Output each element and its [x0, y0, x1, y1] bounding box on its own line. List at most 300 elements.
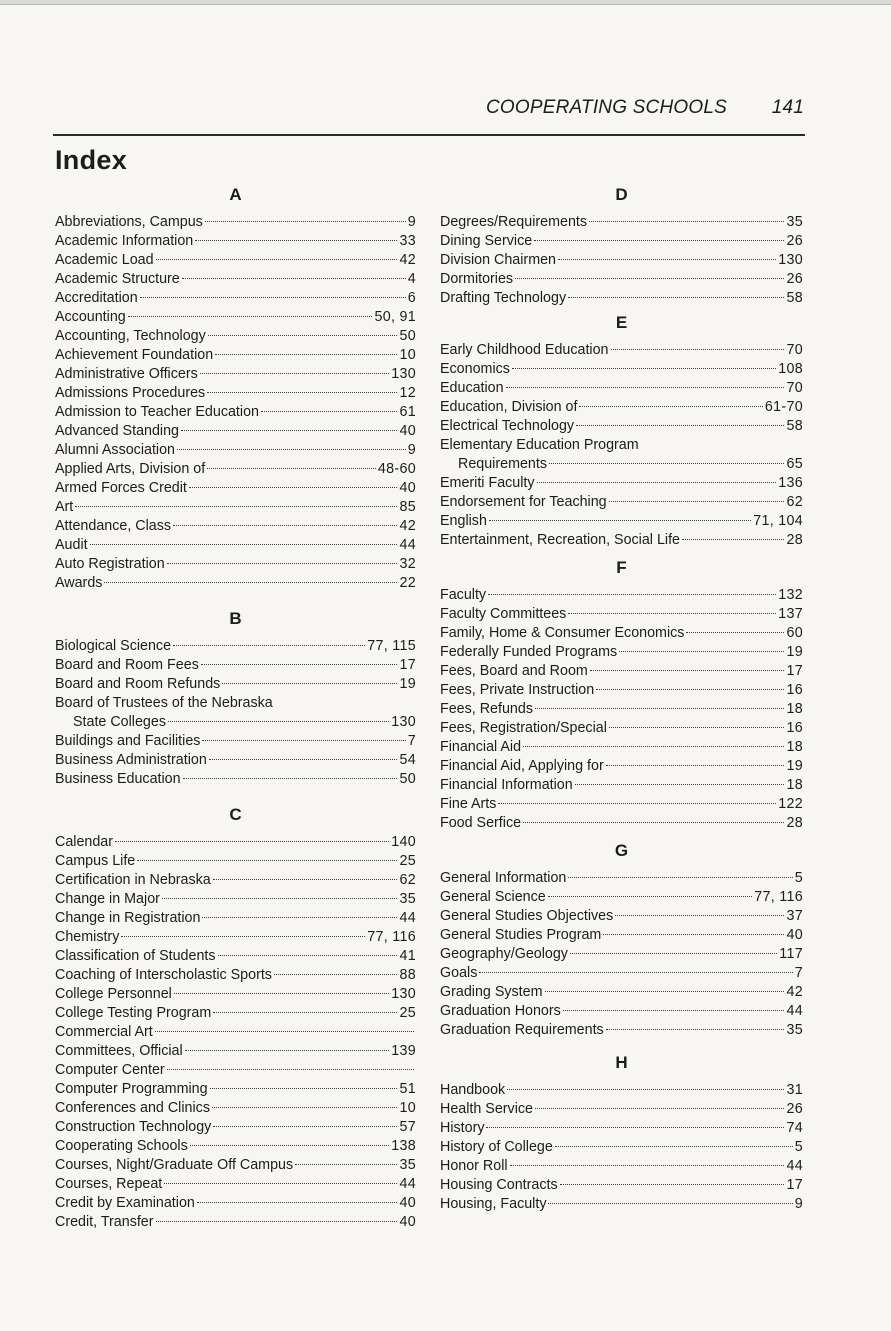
index-entry-label: Dining Service — [440, 233, 533, 249]
dot-leader — [104, 582, 397, 583]
index-entry-label: General Science — [440, 889, 546, 905]
index-entry — [440, 232, 803, 251]
index-entry-page: 22 — [399, 575, 416, 591]
dot-leader — [274, 974, 398, 975]
dot-leader — [576, 425, 784, 426]
dot-leader — [510, 1165, 785, 1166]
index-entry-label: Attendance, Class — [55, 518, 172, 534]
index-entry-page: 61-70 — [764, 399, 803, 415]
dot-leader — [523, 822, 784, 823]
index-entry-page: 42 — [399, 518, 416, 534]
index-entry-label: Housing, Faculty — [440, 1196, 547, 1212]
index-entry-label: Courses, Repeat — [55, 1176, 163, 1192]
index-entry — [55, 751, 416, 770]
index-entry-label: Administrative Officers — [55, 366, 198, 382]
index-entry-label: Graduation Requirements — [440, 1022, 604, 1038]
dot-leader — [182, 278, 406, 279]
index-entry-label: English — [440, 513, 487, 529]
index-entry — [55, 890, 416, 909]
index-entry-label: Conferences and Clinics — [55, 1100, 210, 1116]
index-entry-label: Degrees/Requirements — [440, 214, 588, 230]
index-column-left — [55, 183, 416, 1232]
index-entry-label: Fine Arts — [440, 796, 497, 812]
index-entry-page: 122 — [778, 796, 803, 812]
dot-leader — [535, 1108, 785, 1109]
index-entry-page: 85 — [399, 499, 416, 515]
index-entry — [55, 232, 416, 251]
index-entry — [55, 694, 416, 713]
index-entry-label: College Personnel — [55, 986, 172, 1002]
dot-leader — [90, 544, 398, 545]
index-entry-page: 137 — [778, 606, 803, 622]
index-entry-page: 136 — [778, 475, 803, 491]
index-entry-label: Applied Arts, Division of — [55, 461, 206, 477]
index-entry-label: Education, Division of — [440, 399, 578, 415]
index-entry-label: Abbreviations, Campus — [55, 214, 203, 230]
index-entry — [55, 1061, 416, 1080]
dot-leader — [128, 316, 373, 317]
index-entry-label: Board of Trustees of the Nebraska — [55, 695, 273, 711]
index-entry — [55, 637, 416, 656]
index-entry-label: Board and Room Refunds — [55, 676, 221, 692]
index-entry-page: 35 — [399, 891, 416, 907]
index-entry — [55, 713, 416, 732]
dot-leader — [609, 727, 785, 728]
index-entry — [55, 422, 416, 441]
index-entry-page: 139 — [391, 1043, 416, 1059]
index-entry-label: Credit, Transfer — [55, 1214, 154, 1230]
index-entry — [55, 1080, 416, 1099]
index-entry — [440, 1100, 803, 1119]
dot-leader — [523, 746, 784, 747]
index-entry-label: Accounting — [55, 309, 126, 325]
index-entry — [55, 327, 416, 346]
dot-leader — [156, 1221, 398, 1222]
section-letter: H — [615, 1053, 628, 1072]
dot-leader — [534, 240, 784, 241]
index-entry — [440, 474, 803, 493]
index-entry-page: 12 — [399, 385, 416, 401]
dot-leader — [218, 955, 398, 956]
index-entry-page: 77, 115 — [367, 638, 416, 654]
index-entry-page: 54 — [399, 752, 416, 768]
dot-leader — [174, 993, 389, 994]
index-entry — [440, 757, 803, 776]
index-entry — [55, 479, 416, 498]
index-entry-label: History of College — [440, 1139, 553, 1155]
index-entry-label: Food Serfice — [440, 815, 522, 831]
index-entry — [55, 966, 416, 985]
index-entry — [55, 1099, 416, 1118]
index-entry — [55, 852, 416, 871]
index-entry — [55, 574, 416, 593]
index-entry — [440, 1176, 803, 1195]
index-entry — [440, 776, 803, 795]
index-entry-page: 108 — [778, 361, 803, 377]
index-entry-page: 5 — [794, 1139, 803, 1155]
index-entry — [55, 1137, 416, 1156]
index-entry-page: 77, 116 — [367, 929, 416, 945]
index-entry-label: Financial Information — [440, 777, 573, 793]
index-entry-label: Endorsement for Teaching — [440, 494, 607, 510]
dot-leader — [177, 449, 406, 450]
index-entry-page: 16 — [786, 682, 803, 698]
index-entry-label: Financial Aid, Applying for — [440, 758, 604, 774]
dot-leader — [173, 525, 397, 526]
index-entry-label: Computer Center — [55, 1062, 165, 1078]
index-entry — [55, 460, 416, 479]
index-entry-page: 58 — [786, 418, 803, 434]
index-entry-page: 70 — [786, 380, 803, 396]
index-entry-label: Cooperating Schools — [55, 1138, 188, 1154]
index-entry-page: 17 — [786, 663, 803, 679]
index-entry — [440, 1157, 803, 1176]
index-entry — [55, 732, 416, 751]
index-section-c — [55, 803, 416, 1232]
dot-leader — [205, 221, 406, 222]
index-entry — [55, 985, 416, 1004]
section-letter: E — [615, 313, 628, 332]
index-entry-label: Fees, Board and Room — [440, 663, 588, 679]
section-letter: G — [614, 841, 629, 860]
section-letter: F — [616, 558, 627, 577]
dot-leader — [162, 898, 398, 899]
index-entry-page: 25 — [399, 1005, 416, 1021]
index-entry-label: Geography/Geology — [440, 946, 568, 962]
dot-leader — [208, 335, 398, 336]
index-entry-page: 77, 116 — [754, 889, 803, 905]
index-entry — [55, 675, 416, 694]
index-entry-label: Business Education — [55, 771, 181, 787]
index-entry-page: 5 — [794, 870, 803, 886]
index-entry — [55, 289, 416, 308]
dot-leader — [558, 259, 776, 260]
page-top-edge-line — [0, 4, 891, 5]
dot-leader — [606, 1029, 785, 1030]
index-entry — [440, 738, 803, 757]
index-entry — [440, 270, 803, 289]
dot-leader — [488, 594, 776, 595]
index-entry-page: 44 — [786, 1158, 803, 1174]
index-entry-page: 130 — [391, 366, 416, 382]
index-entry-label: Federally Funded Programs — [440, 644, 618, 660]
index-entry — [440, 681, 803, 700]
index-entry-label: Classification of Students — [55, 948, 216, 964]
section-letter: D — [615, 185, 628, 204]
index-entry-page: 10 — [399, 1100, 416, 1116]
index-entry — [440, 662, 803, 681]
index-entry-label: Academic Information — [55, 233, 194, 249]
dot-leader — [222, 683, 397, 684]
index-entry-label: Change in Registration — [55, 910, 201, 926]
index-entry-label: Economics — [440, 361, 510, 377]
index-entry-page: 44 — [399, 537, 416, 553]
index-entry-label: Admission to Teacher Education — [55, 404, 259, 420]
dot-leader — [168, 721, 389, 722]
index-entry-page: 41 — [399, 948, 416, 964]
index-entry-label: Faculty Committees — [440, 606, 567, 622]
dot-leader — [164, 1183, 397, 1184]
index-entry-label: Achievement Foundation — [55, 347, 214, 363]
running-header — [486, 97, 806, 123]
index-entry-page: 6 — [407, 290, 416, 306]
index-entry-label: Accreditation — [55, 290, 138, 306]
index-entry — [440, 719, 803, 738]
dot-leader — [568, 297, 784, 298]
index-entry-label: Admissions Procedures — [55, 385, 206, 401]
index-entry-label: Coaching of Interscholastic Sports — [55, 967, 272, 983]
dot-leader — [548, 1203, 792, 1204]
index-entry-page: 28 — [786, 532, 803, 548]
index-entry-page: 60 — [786, 625, 803, 641]
index-entry-label: Entertainment, Recreation, Social Life — [440, 532, 680, 548]
index-entry-label: Armed Forces Credit — [55, 480, 187, 496]
index-entry — [440, 624, 803, 643]
index-entry-page: 26 — [786, 233, 803, 249]
index-entry — [440, 869, 803, 888]
dot-leader — [121, 936, 365, 937]
index-entry — [440, 700, 803, 719]
index-entry-label: Goals — [440, 965, 478, 981]
index-entry-label: Early Childhood Education — [440, 342, 609, 358]
index-entry-label: Credit by Examination — [55, 1195, 195, 1211]
index-entry — [55, 1042, 416, 1061]
index-entry — [55, 365, 416, 384]
index-entry — [55, 308, 416, 327]
index-entry-page: 9 — [407, 442, 416, 458]
index-entry-page: 7 — [407, 733, 416, 749]
dot-leader — [195, 240, 397, 241]
section-gap — [440, 1040, 803, 1051]
dot-leader — [209, 759, 398, 760]
index-entry-label: Elementary Education Program — [440, 437, 639, 453]
index-entry-page: 65 — [786, 456, 803, 472]
index-entry-label: Accounting, Technology — [55, 328, 206, 344]
index-entry — [440, 1021, 803, 1040]
index-entry-page: 138 — [391, 1138, 416, 1154]
index-entry — [55, 555, 416, 574]
index-entry — [55, 1023, 416, 1042]
index-entry-label: Commercial Art — [55, 1024, 153, 1040]
index-entry-label: Dormitories — [440, 271, 514, 287]
index-entry-page: 44 — [399, 910, 416, 926]
dot-leader — [537, 482, 777, 483]
header-rule — [53, 134, 805, 136]
index-entry — [440, 213, 803, 232]
dot-leader — [210, 1088, 398, 1089]
dot-leader — [207, 468, 376, 469]
index-entry-page: 44 — [786, 1003, 803, 1019]
dot-leader — [167, 1069, 414, 1070]
dot-leader — [212, 1107, 398, 1108]
index-entry-label: Academic Load — [55, 252, 154, 268]
index-entry-label: Buildings and Facilities — [55, 733, 201, 749]
dot-leader — [590, 670, 785, 671]
index-entry-page: 28 — [786, 815, 803, 831]
index-section-g — [440, 839, 803, 1040]
dot-leader — [189, 487, 398, 488]
index-entry — [55, 909, 416, 928]
dot-leader — [215, 354, 397, 355]
index-entry-label: Grading System — [440, 984, 543, 1000]
index-entry-page: 33 — [399, 233, 416, 249]
dot-leader — [190, 1145, 390, 1146]
index-entry-page: 48-60 — [377, 461, 416, 477]
index-entry-label: Requirements — [458, 456, 547, 472]
index-entry-page: 40 — [399, 1214, 416, 1230]
dot-leader — [489, 520, 751, 521]
section-letter: C — [229, 805, 242, 824]
dot-leader — [213, 1012, 397, 1013]
index-entry — [55, 441, 416, 460]
index-entry — [440, 983, 803, 1002]
index-entry-page: 26 — [786, 1101, 803, 1117]
dot-leader — [197, 1202, 398, 1203]
dot-leader — [498, 803, 776, 804]
index-entry-label: Auto Registration — [55, 556, 165, 572]
index-column-right — [440, 183, 803, 1214]
index-entry-page: 19 — [399, 676, 416, 692]
index-entry — [440, 512, 803, 531]
index-entry-label: Awards — [55, 575, 103, 591]
index-entry — [55, 1156, 416, 1175]
index-entry-page: 40 — [399, 1195, 416, 1211]
index-section-e — [440, 311, 803, 550]
index-entry — [55, 536, 416, 555]
index-entry-page: 10 — [399, 347, 416, 363]
dot-leader — [579, 406, 762, 407]
dot-leader — [545, 991, 785, 992]
index-entry — [55, 270, 416, 289]
dot-leader — [563, 1010, 785, 1011]
index-entry-page: 74 — [786, 1120, 803, 1136]
index-entry-label: Construction Technology — [55, 1119, 212, 1135]
index-entry-page: 9 — [407, 214, 416, 230]
index-entry-page: 7 — [794, 965, 803, 981]
index-entry-label: Electrical Technology — [440, 418, 575, 434]
index-section-d — [440, 183, 803, 308]
index-entry-label: Family, Home & Consumer Economics — [440, 625, 685, 641]
index-entry — [55, 947, 416, 966]
section-letter: A — [229, 185, 242, 204]
index-entry — [440, 398, 803, 417]
index-entry-page: 51 — [399, 1081, 416, 1097]
dot-leader — [682, 539, 784, 540]
dot-leader — [213, 1126, 397, 1127]
index-entry-label: Advanced Standing — [55, 423, 180, 439]
index-entry-page: 40 — [399, 423, 416, 439]
index-entry-label: Art — [55, 499, 74, 515]
index-entry-page: 35 — [399, 1157, 416, 1173]
index-entry-page: 140 — [391, 834, 416, 850]
dot-leader — [167, 563, 398, 564]
dot-leader — [535, 708, 785, 709]
page-title: Index — [55, 145, 128, 175]
index-entry-page: 42 — [786, 984, 803, 1000]
dot-leader — [560, 1184, 785, 1185]
dot-leader — [156, 259, 398, 260]
index-entry-label: Health Service — [440, 1101, 533, 1117]
dot-leader — [261, 411, 398, 412]
index-entry — [55, 928, 416, 947]
dot-leader — [568, 613, 776, 614]
dot-leader — [137, 860, 397, 861]
index-entry-page: 18 — [786, 739, 803, 755]
index-entry — [440, 341, 803, 360]
index-entry-page: 117 — [779, 946, 803, 962]
section-gap — [55, 593, 416, 607]
dot-leader — [202, 917, 397, 918]
index-entry — [440, 379, 803, 398]
index-entry-page: 58 — [786, 290, 803, 306]
index-entry-page: 37 — [786, 908, 803, 924]
index-entry-label: Fees, Refunds — [440, 701, 533, 717]
index-entry-label: State Colleges — [73, 714, 166, 730]
index-entry-label: Academic Structure — [55, 271, 180, 287]
index-entry-page: 18 — [786, 701, 803, 717]
dot-leader — [207, 392, 397, 393]
index-entry — [440, 814, 803, 833]
index-entry-label: Handbook — [440, 1082, 506, 1098]
index-entry — [440, 1119, 803, 1138]
index-entry-page: 61 — [399, 404, 416, 420]
index-entry-label: Division Chairmen — [440, 252, 557, 268]
index-entry-page: 70 — [786, 342, 803, 358]
index-entry-page: 9 — [794, 1196, 803, 1212]
index-entry — [440, 251, 803, 270]
dot-leader — [512, 368, 776, 369]
index-entry-page: 40 — [786, 927, 803, 943]
index-entry — [55, 833, 416, 852]
index-entry — [440, 289, 803, 308]
index-entry — [440, 945, 803, 964]
index-entry-label: Audit — [55, 537, 88, 553]
index-entry-label: Calendar — [55, 834, 114, 850]
dot-leader — [548, 896, 753, 897]
index-entry-page: 50 — [399, 771, 416, 787]
index-entry — [440, 586, 803, 605]
index-entry — [55, 213, 416, 232]
index-entry-page: 32 — [399, 556, 416, 572]
index-entry-page: 50 — [399, 328, 416, 344]
index-entry — [55, 1118, 416, 1137]
index-entry — [55, 1175, 416, 1194]
dot-leader — [140, 297, 406, 298]
dot-leader — [295, 1164, 397, 1165]
index-entry-label: Housing Contracts — [440, 1177, 558, 1193]
index-entry-page: 50, 91 — [374, 309, 416, 325]
index-entry — [55, 498, 416, 517]
index-entry-page: 130 — [391, 714, 416, 730]
index-entry-label: Biological Science — [55, 638, 172, 654]
dot-leader — [589, 221, 784, 222]
index-entry — [55, 656, 416, 675]
index-entry-label: Board and Room Fees — [55, 657, 199, 673]
dot-leader — [515, 278, 784, 279]
index-entry-label: College Testing Program — [55, 1005, 212, 1021]
index-entry-page: 130 — [391, 986, 416, 1002]
index-entry — [55, 1194, 416, 1213]
index-entry-page: 19 — [786, 644, 803, 660]
index-entry — [440, 1081, 803, 1100]
index-entry-label: General Studies Program — [440, 927, 602, 943]
dot-leader — [183, 778, 398, 779]
dot-leader — [686, 632, 784, 633]
dot-leader — [115, 841, 389, 842]
dot-leader — [155, 1031, 414, 1032]
index-entry — [440, 964, 803, 983]
section-letter: B — [229, 609, 242, 628]
